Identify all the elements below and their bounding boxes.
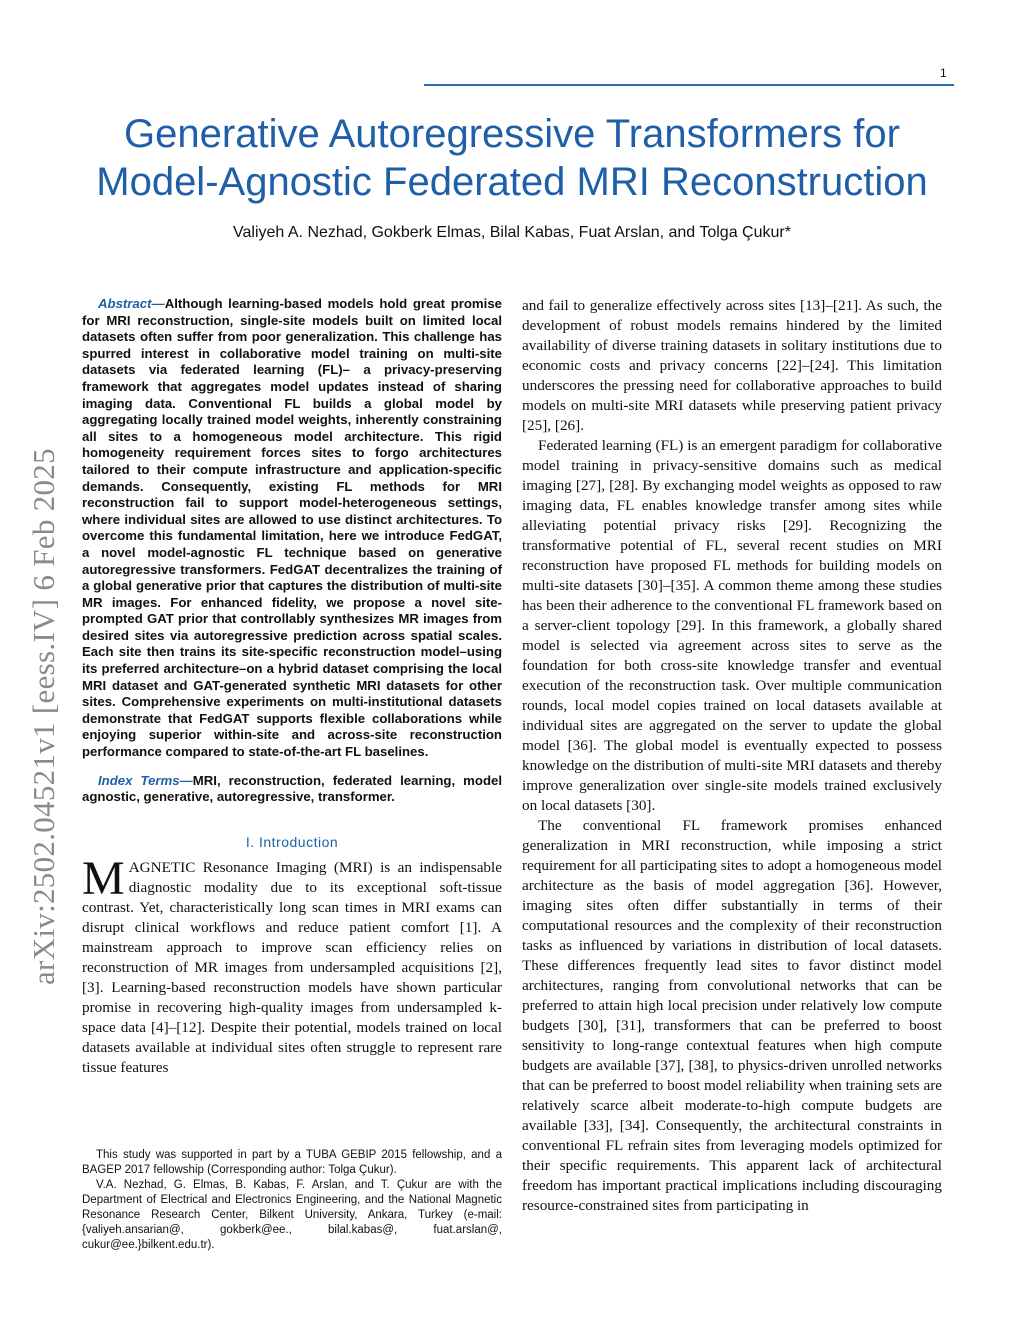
footnote-affiliation: V.A. Nezhad, G. Elmas, B. Kabas, F. Arslan, and T. Çukur are with the Department of Electrical and Electronics Engineering, and the National Magnetic Resonance Research Center, Bilkent University, Ankara, Turkey (e-mail: {valiyeh.ansarian@, gokberk@ee., bilal.kabas@, fuat.arslan@, cukur@ee.}bilkent.edu.tr).: [82, 1179, 502, 1251]
header-rule: [424, 84, 954, 86]
section-heading-introduction: I. Introduction: [245, 833, 339, 850]
page-number: 1: [940, 66, 947, 80]
abstract-label: Abstract—: [98, 296, 165, 311]
title-line-2: Model-Agnostic Federated MRI Reconstruction: [96, 160, 928, 204]
right-paragraph-2: Federated learning (FL) is an emergent paradigm for collaborative model training in privacy-sensitive domains such as medical imaging [27], [28]. By exchanging model weights as opposed to raw imaging data, FL enables knowledge transfer among sites while alleviating potential privacy risks [29]. Recognizing the transformative potential of FL, several recent studies on MRI reconstruction have proposed FL methods for building models on multi-site datasets [30]–[35]. A common theme among these studies has been their adherence to the conventional FL framework based on a server-client topology [29]. In this framework, a globally shared model is selected via agreement across sites to serve as the foundation for both cross-site knowledge transfer and eventual execution of the reconstruction task. Over multiple communication rounds, local model copies trained on local datasets available at individual sites are aggregated on the server to update the global model [36]. The global model is eventually expected to possess knowledge on the distribution of multi-site MRI datasets and thereby improve generalization over single-site models trained exclusively on local datasets [30].: [522, 437, 942, 814]
intro-text: AGNETIC Resonance Imaging (MRI) is an indispensable diagnostic modality due to its exceptional soft-tissue contrast. Yet, characteristically long scan times in MRI exams can disrupt clinical workflows and reduce patient comfort [1]. A mainstream approach to improve scan efficiency relies on reconstruction of MR images from undersampled acquisitions [2], [3]. Learning-based reconstruction models have shown particular promise in recovering high-quality images from undersampled k-space data [4]–[12]. Despite their potential, models trained on local datasets available at individual sites often struggle to represent rare tissue features: [82, 858, 502, 1076]
author-list: Valiyeh A. Nezhad, Gokberk Elmas, Bilal Kabas, Fuat Arslan, and Tolga Çukur*: [233, 224, 791, 241]
index-terms: [82, 773, 502, 806]
title-line-1: Generative Autoregressive Transformers for: [124, 112, 900, 156]
footnote: [82, 1148, 502, 1253]
index-terms-text: MRI, reconstruction, federated learning, model agnostic, generative, autoregressive, transformer.: [82, 772, 502, 805]
right-paragraph-3: The conventional FL framework promises enhanced generalization in MRI reconstruction, while imposing a strict requirement for all participating sites to adopt a homogeneous model architecture as the basis of model aggregation [36]. However, imaging sites often differ substantially in terms of their computational resources and the complexity of their reconstruction tasks as influenced by variations in distribution of local datasets. These differences frequently lead sites to favor distinct model architectures, ranging from convolutional networks that can be preferred to attain high local precision under relatively low compute budgets [30], [31], transformers that can be preferred to boost sensitivity to long-range contextual features when high compute budgets are available [37], [38], to physics-driven unrolled networks that can be preferred to boost model reliability when training sets are relatively scarce albeit moderate-to-high compute budgets are available [33], [34]. Consequently, the architectural constraints in conventional FL refrain sites from leveraging models optimized for their specific requirements. This apparent lack of architectural freedom has important practical implications including discouraging resource-constrained sites from participating in: [522, 817, 942, 1214]
right-paragraph-1: and fail to generalize effectively across sites [13]–[21]. As such, the development of robust models remains hindered by the limited availability of diverse training datasets in solitary institutions due to economic costs and privacy concerns [22]–[24]. This limitation underscores the pressing need for collaborative approaches to build models on multi-site MRI datasets while preserving patient privacy [25], [26].: [522, 297, 942, 434]
index-terms-label: Index Terms—: [98, 772, 193, 788]
abstract: [82, 296, 502, 761]
paper-title: [40, 110, 984, 206]
intro-paragraph: [82, 851, 502, 1078]
drop-cap: M: [82, 851, 125, 905]
abstract-text: Although learning-based models hold great promise for MRI reconstruction, single-site models built on limited local datasets often suffer from poor generalization. This challenge has spurred interest in collaborative model training on multi-site datasets via federated learning (FL)– a privacy-preserving framework that aggregates model updates instead of sharing imaging data. Conventional FL builds a global model by aggregating locally trained model weights, inherently constraining all sites to a homogeneous model architecture. This rigid homogeneity requirement forces sites to forgo architectures tailored to their compute infrastructure and application-specific demands. Consequently, existing FL methods for MRI reconstruction fail to support model-heterogeneous settings, where individual sites are allowed to use distinct architectures. To overcome this fundamental limitation, here we introduce FedGAT, a novel model-agnostic FL technique based on generative autoregressive transformers. FedGAT decentralizes the training of a global generative prior that captures the distribution of multi-site MR images. For enhanced fidelity, we propose a novel site-prompted GAT prior that controllably synthesizes MR images from desired sites via autoregressive prediction across spatial scales. Each site then trains its site-specific reconstruction model–using its preferred architecture–on a hybrid dataset comprising the local MRI dataset and GAT-generated synthetic MRI datasets for other sites. Comprehensive experiments on multi-institutional datasets demonstrate that FedGAT supports flexible collaborations while enjoying superior within-site and across-site reconstruction performance compared to state-of-the-art FL baselines.: [82, 296, 502, 760]
right-column: [522, 296, 942, 1216]
arxiv-stamp: arXiv:2502.04521v1 [eess.IV] 6 Feb 2025: [26, 448, 61, 985]
footnote-funding: This study was supported in part by a TUBA GEBIP 2015 fellowship, and a BAGEP 2017 fellowship (Corresponding author: Tolga Çukur).: [82, 1149, 502, 1176]
left-column: [82, 296, 502, 1078]
